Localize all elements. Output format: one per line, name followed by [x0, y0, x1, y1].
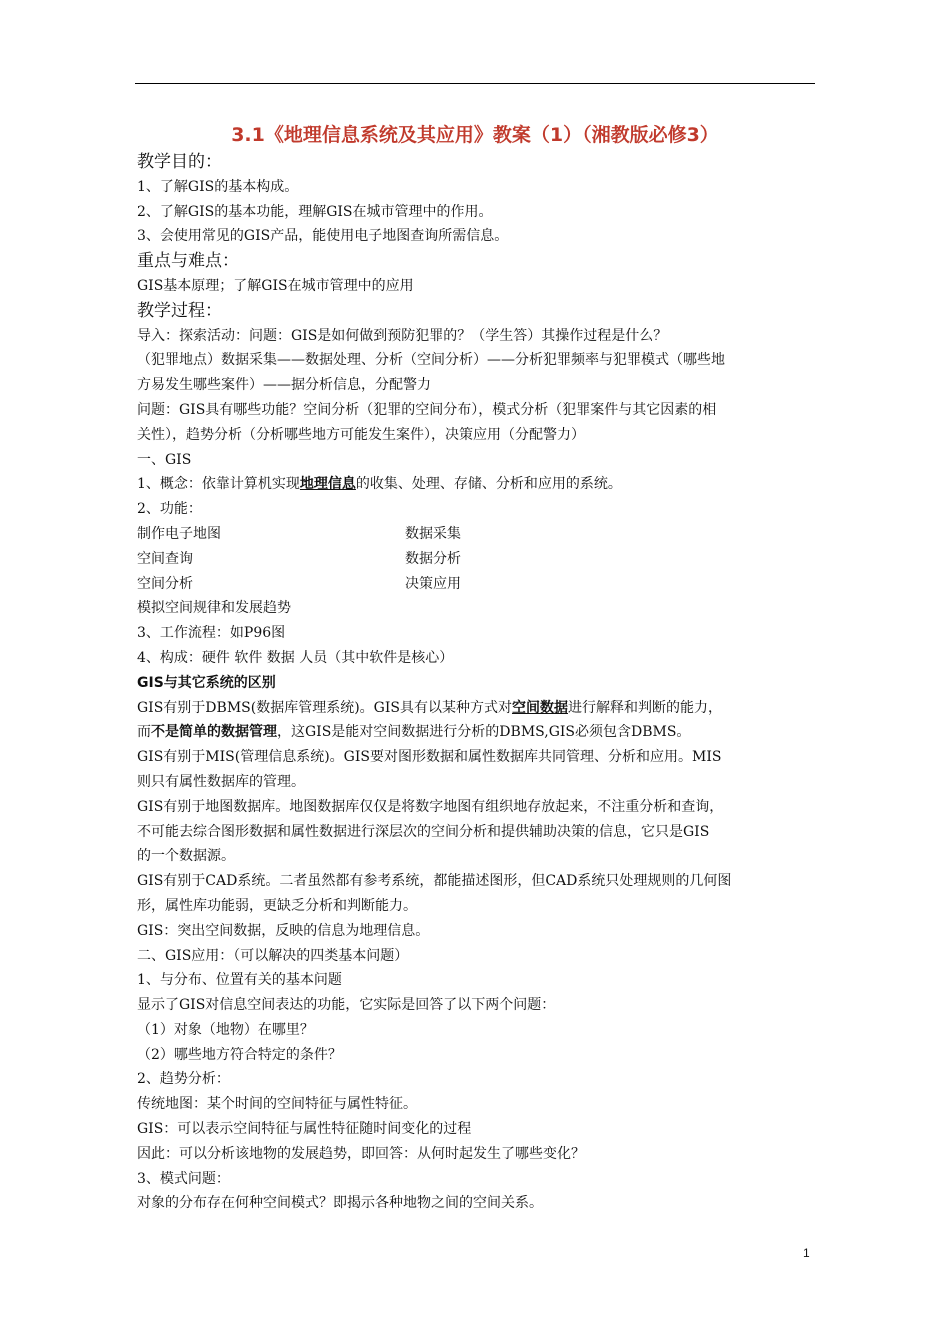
heading-process: 教学过程：: [137, 300, 222, 321]
function-row: [137, 547, 817, 572]
body-line: GIS：可以表示空间特征与属性特征随时间变化的过程: [137, 1121, 472, 1138]
body-line: 传统地图：某个时间的空间特征与属性特征。: [137, 1096, 417, 1113]
intro-line: 导入：探索活动：问题：GIS是如何做到预防犯罪的？（学生答）其操作过程是什么？: [137, 327, 668, 344]
flow-line: 3、工作流程：如P96图: [137, 625, 286, 642]
goal-line: 2、了解GIS的基本功能，理解GIS在城市管理中的作用。: [137, 203, 493, 220]
section-heading: 一、GIS: [137, 451, 192, 468]
body-line: 形，属性库功能弱，更缺乏分析和判断能力。: [137, 897, 417, 914]
body-line: 则只有属性数据库的管理。: [137, 773, 305, 790]
function-item: 空间分析: [137, 575, 193, 592]
body-line: 二、GIS应用：（可以解决的四类基本问题）: [137, 947, 409, 964]
concept-pre: 1、概念：依靠计算机实现: [137, 476, 300, 493]
body-line: 对象的分布存在何种空间模式？即揭示各种地物之间的空间关系。: [137, 1195, 543, 1212]
body-line: （2）哪些地方符合特定的条件？: [137, 1046, 342, 1063]
concept-line: [137, 472, 817, 497]
function-item: 决策应用: [405, 575, 461, 592]
document-body: [137, 150, 817, 1216]
function-item: 空间查询: [137, 550, 193, 567]
key-line: GIS基本原理；了解GIS在城市管理中的应用: [137, 277, 414, 294]
functions-heading: 2、功能：: [137, 501, 202, 518]
dbms-line: [137, 720, 817, 745]
body-line: 1、与分布、位置有关的基本问题: [137, 972, 342, 989]
function-item: 模拟空间规律和发展趋势: [137, 600, 291, 617]
intro-line: （犯罪地点）数据采集——数据处理、分析（空间分析）——分析犯罪频率与犯罪模式（哪些地: [137, 352, 725, 369]
heading-goals: 教学目的：: [137, 152, 222, 172]
function-row: [137, 522, 817, 547]
dbms-post: ，这GIS是能对空间数据进行分析的DBMS,GIS必须包含DBMS。: [277, 724, 691, 741]
body-line: GIS有别于MIS(管理信息系统)。GIS要对图形数据和属性数据库共同管理、分析和应用。MIS: [137, 749, 722, 766]
function-item: 数据分析: [405, 550, 461, 567]
concept-post: 的收集、处理、存储、分析和应用的系统。: [355, 476, 622, 493]
body-line: 2、趋势分析：: [137, 1071, 230, 1088]
concept-emphasis: 地理信息: [299, 476, 356, 493]
header-rule: [135, 83, 815, 84]
intro-line: 问题：GIS具有哪些功能？空间分析（犯罪的空间分布），模式分析（犯罪案件与其它因素的相: [137, 401, 717, 418]
heading-key: 重点与难点：: [137, 251, 239, 272]
body-line: 不可能去综合图形数据和属性数据进行深层次的空间分析和提供辅助决策的信息，它只是GIS: [137, 823, 710, 840]
parts-line: 4、构成：硬件 软件 数据 人员（其中软件是核心）: [137, 649, 454, 666]
function-item: 数据采集: [405, 525, 461, 542]
body-line: 因此：可以分析该地物的发展趋势，即回答：从何时起发生了哪些变化？: [137, 1145, 585, 1162]
difference-heading: GIS与其它系统的区别: [137, 674, 276, 691]
body-line: 显示了GIS对信息空间表达的功能，它实际是回答了以下两个问题：: [137, 997, 556, 1014]
dbms-emphasis: 不是简单的数据管理: [151, 724, 277, 741]
dbms-pre: 而: [137, 724, 151, 741]
body-line: GIS有别于地图数据库。地图数据库仅仅是将数字地图有组织地存放起来，不注重分析和查询，: [137, 798, 724, 815]
page-number: 1: [803, 1246, 810, 1260]
dbms-post: 进行解释和判断的能力，: [567, 699, 722, 716]
body-line: 的一个数据源。: [137, 848, 235, 865]
intro-line: 方易发生哪些案件）——据分析信息，分配警力: [137, 377, 431, 394]
document-title: 3.1《地理信息系统及其应用》教案（1）（湘教版必修3）: [231, 124, 719, 146]
dbms-emphasis: 空间数据: [511, 699, 568, 716]
body-line: GIS：突出空间数据，反映的信息为地理信息。: [137, 922, 430, 939]
dbms-line: [137, 696, 817, 721]
body-line: GIS有别于CAD系统。二者虽然都有参考系统，都能描述图形，但CAD系统只处理规则的几何图: [137, 873, 732, 890]
function-item: 制作电子地图: [137, 525, 221, 542]
function-row: [137, 572, 817, 597]
body-line: （1）对象（地物）在哪里？: [137, 1021, 314, 1038]
dbms-pre: GIS有别于DBMS(数据库管理系统)。GIS具有以某种方式对: [137, 699, 512, 716]
goal-line: 3、会使用常见的GIS产品，能使用电子地图查询所需信息。: [137, 228, 509, 245]
goal-line: 1、了解GIS的基本构成。: [137, 178, 299, 195]
intro-line: 关性），趋势分析（分析哪些地方可能发生案件），决策应用（分配警力）: [137, 426, 585, 443]
body-line: 3、模式问题：: [137, 1170, 230, 1187]
